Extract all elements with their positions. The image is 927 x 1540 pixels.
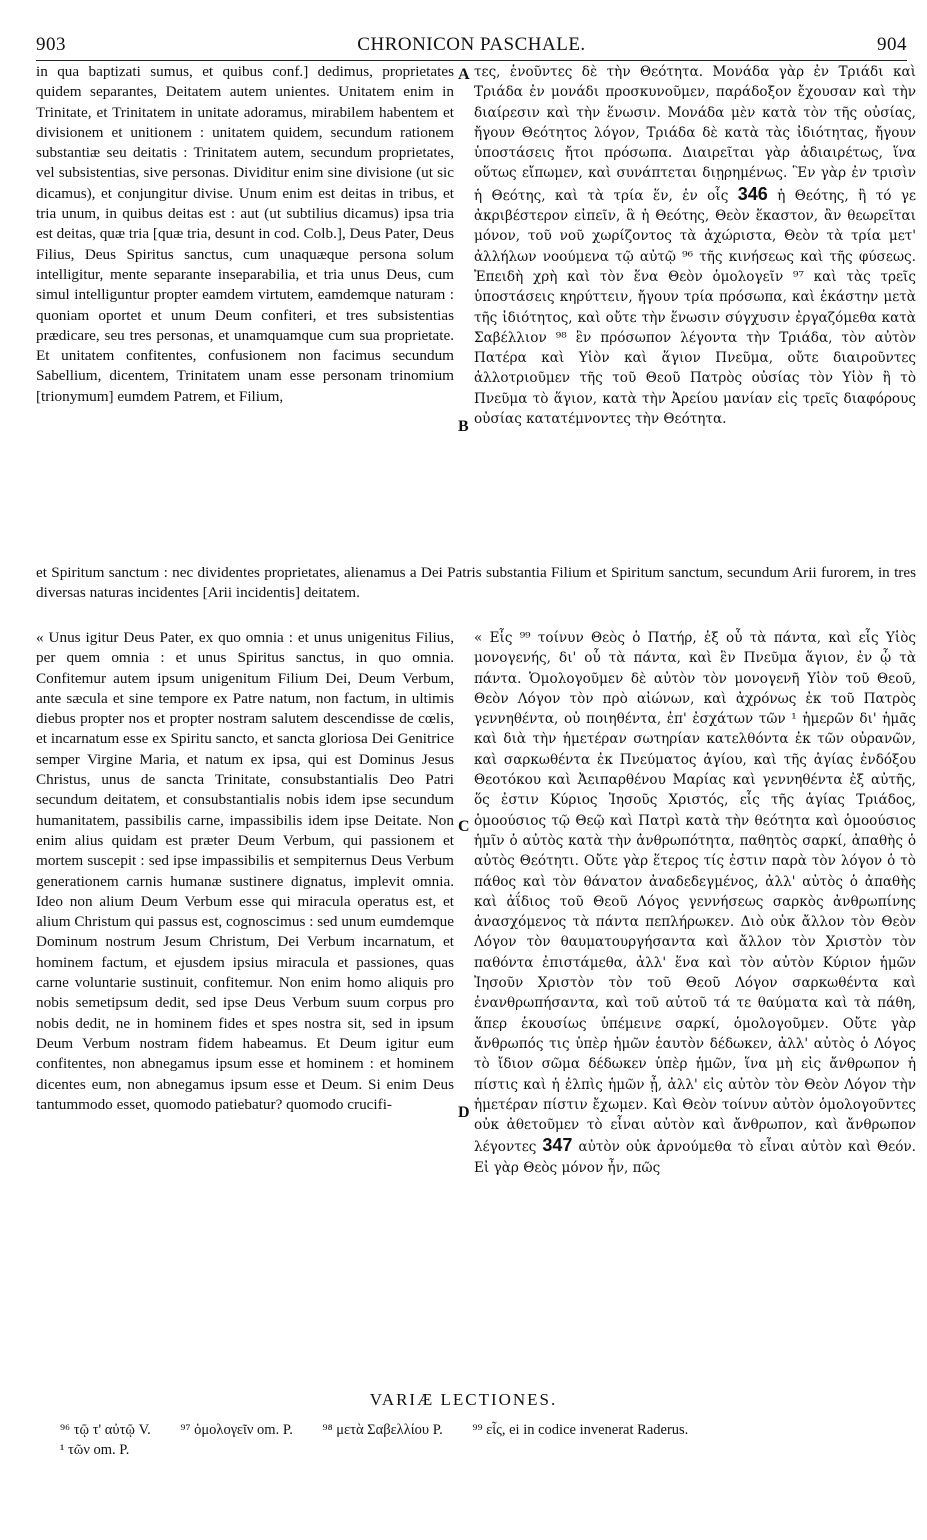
margin-letter-c: C (458, 818, 470, 835)
latin-column-top (36, 62, 454, 407)
note-96: ⁹⁶ τῷ τ' αὐτῷ V. (60, 1422, 151, 1438)
note-97: ⁹⁷ ὁμολογεῖν om. P. (180, 1422, 293, 1438)
running-title: CHRONICON PASCHALE. (357, 34, 586, 55)
latin-column-bottom (36, 628, 454, 1115)
latin-full-text: et Spiritum sanctum : nec dividentes proprietates, alienamus a Dei Patris substantia Filium et Spiritum sanctum, secundum Arii furorem, in tres diversas naturas incidentes [Arii incidentis] deitatem. (36, 564, 916, 602)
header-rule (36, 60, 907, 61)
latin-text-bottom: « Unus igitur Deus Pater, ex quo omnia : et unus unigenitus Filius, per quem omnia : et unus Spiritus sanctus, in quo omnia. Confitemur autem ipsum unigenitum Filium Dei, Deum Verbum, ante sæcula et sine tempore ex Patre natum, non factum, in ultimis diebus propter nos et propter nostram salutem descendisse de cœlis, et incarnatum esse ex Spiritu sancto, et sancta gloriosa Dei Genitrice semper Virgine Maria, et natum ex ipsa, qui est Dominus Jesus Christus, unus de sancta Trinitate, consubstantialis Deo Patri secundum deitatem, et consubstantialis nobis idem ipse secundum humanitatem, passibilis carne, impassibilis idem ipse Deitate. Non enim alius quidam est præter Deum Verbum, qui passionem et mortem suscepit : sed ipse impassibilis et sempiternus Deus Verbum generationem carnis humanæ sustinere dignatus, implevit omnia. Ideo non alium Deum Verbum esse qui miracula operatus est, et alium Christum qui passus est, cognoscimus : sed unum eumdemque Dominum nostrum Jesum Christum, Dei Verbum incarnatum, et hominem factum, et ejusdem ipsius miracula et passiones, quas carne voluntarie sustinuit, confitemur. Non enim homo aliquis pro nobis semetipsum dedit, sed ipse Deus Verbum suum corpus pro nobis dedit, ne in hominem fides et spes nostra sit, sed in ipsum Deum Verbum nostram fidem habeamus. Et Deum igitur eum confitentes, non abnegamus ipsum esse et hominem : et hominem dicentes eum, non abnegamus ipsum esse et Deum. Si enim Deus tantummodo esset, quomodo patiebatur? quomodo crucifi- (36, 629, 454, 1113)
greek-text-bottom (474, 628, 916, 1178)
note-1: ¹ τῶν om. P. (60, 1442, 130, 1458)
note-98: ⁹⁸ μετὰ Σαβελλίου P. (322, 1422, 443, 1438)
right-column-number: 904 (877, 34, 907, 55)
variae-lectiones-title: VARIÆ LECTIONES. (369, 1390, 558, 1409)
greek-column-top (474, 62, 916, 429)
page-marker-347: 347 (542, 1135, 573, 1156)
page-header (36, 34, 907, 56)
greek-text-top-b: ἡ Θεότης, ἢ τό γε ἀκριβέστερον εἰπεῖν, ἃ ἡ Θεότης, Θεὸν ἕκαστον, ἂν θεωρεῖται μόνον, τοῦ νοῦ χωρίζοντος τὰ ἀχώριστα, Θεὸν τὰ τρία μετ' ἀλλήλων νοούμενα τῷ αὐτῷ ⁹⁶ τῆς κινήσεως καὶ τῆς φύσεως. Ἐπειδὴ χρὴ καὶ τὸν ἕνα Θεὸν ὁμολογεῖν ⁹⁷ καὶ τὰς τρεῖς ὑποστάσεις κηρύττειν, ἤγουν τρία πρόσωπα, καὶ ἑκάστην μετὰ τῆς ἰδιότητος, καὶ οὔτε τὴν ἕνωσιν σύγχυσιν ἐργαζόμεθα κατὰ Σαβέλλιον ⁹⁸ ἓν πρόσωπον λέγοντα τὴν Τριάδα, τὸν αὐτὸν Πατέρα καὶ Υἱὸν καὶ ἅγιον Πνεῦμα, οὔτε διαιροῦντες ἀλλοτριοῦμεν τῆς τοῦ Θεοῦ Πατρὸς οὐσίας τὸν Υἱὸν ἢ τὸ Πνεῦμα τὸ ἅγιον, κατὰ τὴν Ἀρείου μανίαν εἰς τρεῖς διαφόρους οὐσίας κατατέμνοντες τὴν Θεότητα. (474, 187, 916, 428)
note-99: ⁹⁹ εἷς, ei in codice invenerat Raderus. (472, 1422, 689, 1438)
variant-notes (60, 1420, 916, 1460)
margin-letter-a: A (458, 66, 470, 83)
page-marker-346: 346 (737, 183, 768, 204)
latin-text-top: in qua baptizati sumus, et quibus conf.] dedimus, proprietates quidem separantes, Deitatem autem unientes. Unitatem enim in Trinitate, et Trinitatem in unitate adoramus, mirabilem habentem et divisionem et unitionem : unitatem quidem, secundum rationem substantiæ seu deitatis : Trinitatem autem, secundum proprietates, vel subsistentias, sive personas. Dividitur enim sine divisione (ut sic dicamus), et conjungitur divise. Unum enim est deitas in tribus, et tria unum, in quibus deitas est : aut (ut subtilius dicamus) ipsa tria est deitas, quæ tria [quæ tria, desunt in cod. Colb.], Deus Pater, Deus Filius, Deus Spiritus sanctus, cum unaquæque persona solum intelligitur, mente separante inseparabilia, et tria unus Deus, cum simul intelliguntur propter eamdem virtutem, eamdemque naturam : quoniam oportet et unum Deum confiteri, et tres subsistentias prædicare, seu tres personas, et unamquamque cum sua proprietate. Et unitatem confitentes, confusionem non facimus secundum Sabellium, dicentem, Trinitatem unam esse personam trinomium [trionymum] eumdem Patrem, et Filium, (36, 63, 454, 405)
greek-column-bottom (474, 628, 916, 1178)
greek-text-top (474, 62, 916, 429)
margin-letter-b: B (458, 418, 469, 435)
left-column-number: 903 (36, 34, 66, 55)
greek-text-bottom-a: « Εἷς ⁹⁹ τοίνυν Θεὸς ὁ Πατήρ, ἐξ οὗ τὰ πάντα, καὶ εἷς Υἱὸς μονογενής, δι' οὗ τὰ πάντα, καὶ ἓν Πνεῦμα ἅγιον, ἐν ᾧ τὰ πάντα. Ὁμολογοῦμεν δὲ αὐτὸν τὸν μονογενῆ Υἱὸν τοῦ Θεοῦ, Θεὸν Λόγον τὸν πρὸ αἰώνων, καὶ ἀχρόνως ἐκ τοῦ Πατρὸς γεννηθέντα, οὐ ποιηθέντα, ἐπ' ἐσχάτων τῶν ¹ ἡμερῶν δι' ἡμᾶς καὶ διὰ τὴν ἡμετέραν σωτηρίαν κατελθόντα ἐκ τῶν οὐρανῶν, καὶ σαρκωθέντα ἐκ Πνεύματος ἁγίου, καὶ τῆς ἁγίας ἐνδόξου Θεοτόκου καὶ Ἀειπαρθένου Μαρίας καὶ γεννηθέντα ἐξ αὐτῆς, ὅς ἐστιν Κύριος Ἰησοῦς Χριστός, εἷς τῆς ἁγίας Τριάδος, ὁμοούσιος τῷ Θεῷ καὶ Πατρὶ κατὰ τὴν θεότητα καὶ ὁμοούσιος ἡμῖν ὁ αὐτὸς κατὰ τὴν ἀνθρωπότητα, παθητὸς σαρκί, ἀπαθὴς ὁ αὐτὸς Θεότητι. Οὔτε γὰρ ἕτερος τίς ἐστιν παρὰ τὸν λόγον ὁ τὸ πάθος καὶ τὸν θάνατον ἀναδεδεγμένος, ἀλλ' αὐτὸς ὁ ἀπαθὴς καὶ ἀΐδιος τοῦ Θεοῦ Λόγος γεννήσεως σαρκὸς ἀνθρωπίνης ἀνασχόμενος τὰ πάντα πεπλήρωκεν. Διὸ οὐκ ἄλλον τὸν Θεὸν Λόγον τὸν θαυματουργήσαντα καὶ ἄλλον τὸν Χριστὸν τὸν παθόντα ἐπιστάμεθα, ἀλλ' ἕνα καὶ τὸν αὐτὸν Κύριον ἡμῶν Ἰησοῦν Χριστὸν τὸν τοῦ Θεοῦ Λόγον σαρκωθέντα καὶ ἐνανθρωπήσαντα, καὶ τοῦ αὐτοῦ τά τε θαύματα καὶ τὰ πάθη, ἅπερ ἑκουσίως ὑπέμεινε σαρκί, ὁμολογοῦμεν. Οὔτε γὰρ ἄνθρωπός τις ὑπὲρ ἡμῶν ἑαυτὸν δέδωκεν, ἀλλ' αὐτὸς ὁ Λόγος τὸ ἴδιον σῶμα δέδωκεν ὑπὲρ ἡμῶν, ἵνα μὴ εἰς ἄνθρωπον ἡ πίστις καὶ ἡ ἐλπὶς ἡμῶν ᾖ, ἀλλ' εἰς αὐτὸν τὸν Θεὸν Λόγον τὴν ἡμετέραν πίστιν ἔχωμεν. Καὶ Θεὸν τοίνυν αὐτὸν ὁμολογοῦντες οὐκ ἀθετοῦμεν τὸ εἶναι αὐτὸν καὶ ἄνθρωπον, καὶ ἄνθρωπον λέγοντες (474, 630, 916, 1156)
greek-text-top-a: τες, ἑνοῦντες δὲ τὴν Θεότητα. Μονάδα γὰρ ἐν Τριάδι καὶ Τριάδα ἐν μονάδι προσκυνοῦμεν, παράδοξον ἔχουσαν καὶ τὴν διαίρεσιν καὶ τὴν ἕνωσιν. Μονάδα μὲν κατὰ τὸν τῆς οὐσίας, ἤγουν Θεότητος λόγον, Τριάδα δὲ κατὰ τὰς ἰδιότητας, ἤγουν ὑποστάσεις ἤτοι πρόσωπα. Διαιρεῖται γὰρ ἀδιαιρέτως, ἵνα οὕτως εἴπωμεν, καὶ συνάπτεται διῃρημένως. Ἓν γὰρ ἐν τρισὶν ἡ Θεότης, καὶ τὰ τρία ἕν, ἐν οἷς (474, 64, 916, 204)
greek-text-bottom-b: αὐτὸν οὐκ ἀρνούμεθα τὸ εἶναι αὐτὸν καὶ Θεόν. Εἰ γὰρ Θεὸς μόνον ἦν, πῶς (474, 1139, 916, 1176)
margin-letter-d: D (458, 1104, 470, 1121)
latin-full-width (36, 563, 916, 604)
